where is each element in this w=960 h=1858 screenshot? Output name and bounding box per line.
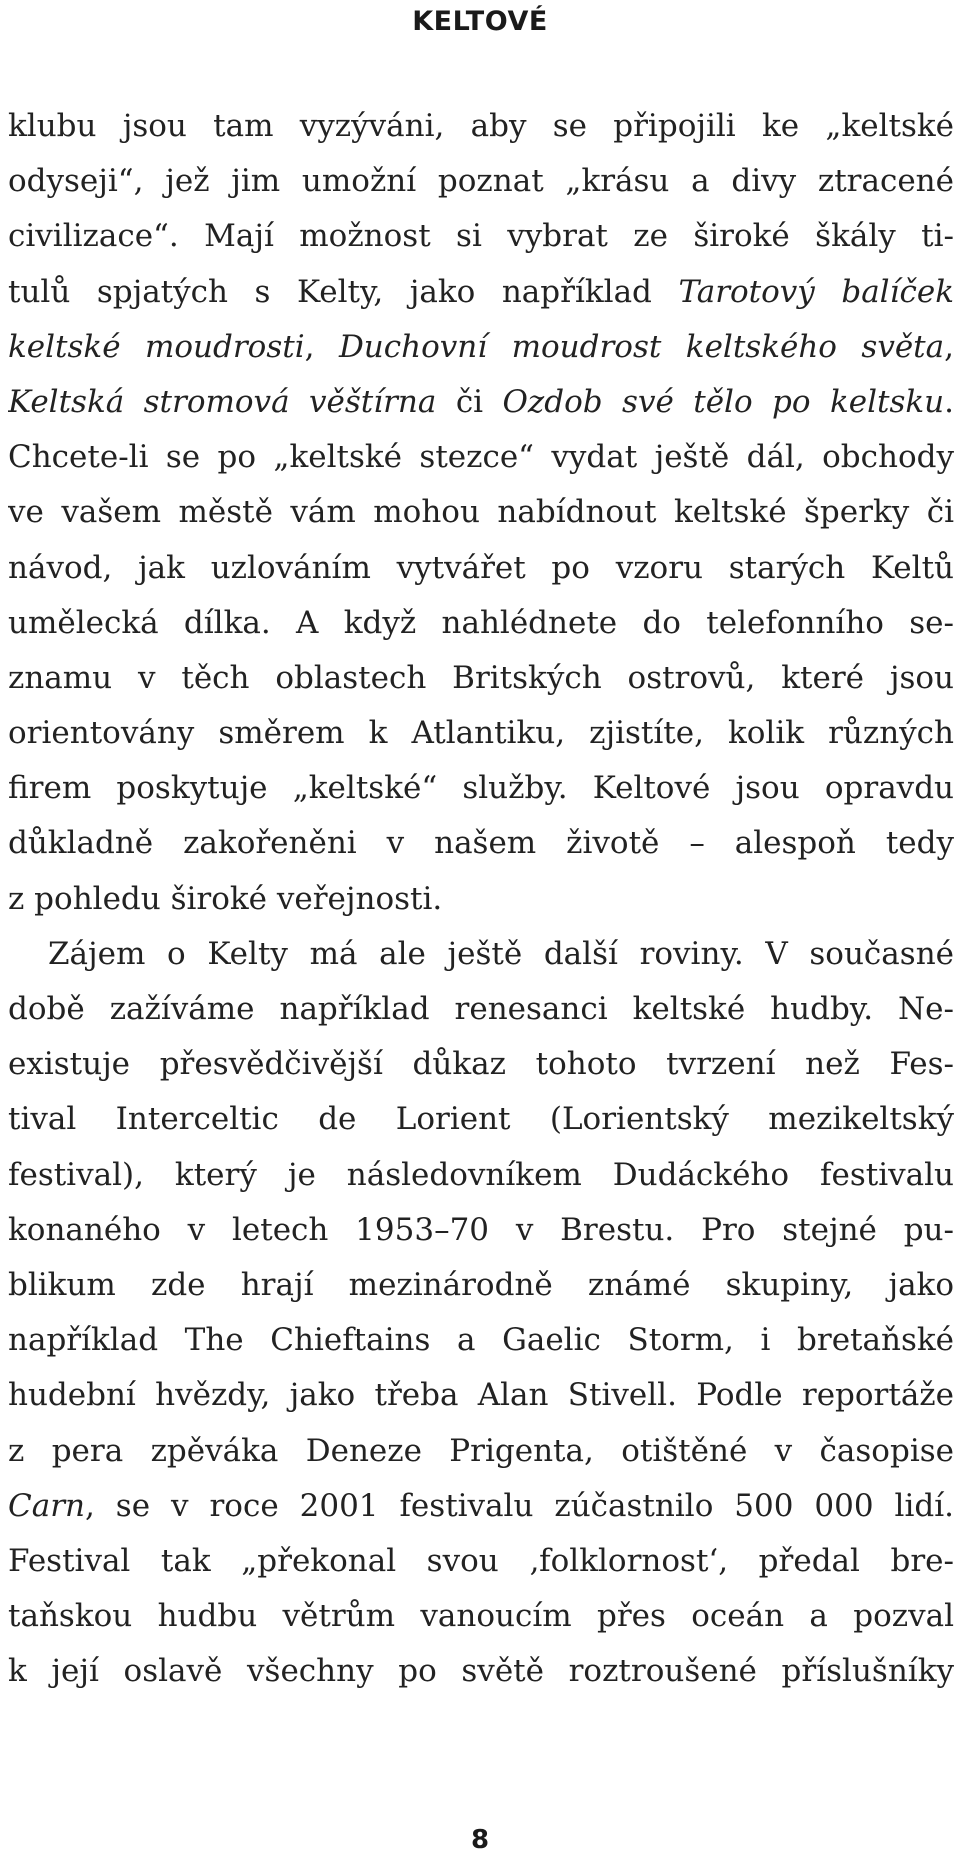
text-line <box>8 1148 954 1203</box>
text-line <box>8 816 954 871</box>
text-line <box>8 1037 954 1092</box>
italic-title: Tarotový balíček <box>678 273 954 310</box>
text-segment: klubu jsou tam vyzýváni, aby se připojili ke „keltské <box>8 108 954 144</box>
page-number: 8 <box>470 1825 490 1855</box>
text-line <box>8 1092 954 1147</box>
text-line <box>8 430 954 485</box>
text-line <box>8 1644 954 1699</box>
text-segment: existuje přesvědčivější důkaz tohoto tvrzení než Fes- <box>8 1046 954 1083</box>
text-segment: Chcete-li se po „keltské stezce“ vydat ještě dál, obchody <box>8 439 954 476</box>
text-line <box>8 1203 954 1258</box>
text-segment: Festival tak „překonal svou ‚folklornost‘, předal bre- <box>8 1542 954 1579</box>
running-header: KELTOVÉ <box>412 6 548 37</box>
text-line <box>8 706 954 761</box>
text-line <box>8 1589 954 1644</box>
text-line <box>8 927 954 982</box>
text-line <box>8 1313 954 1368</box>
text-segment: tulů spjatých s Kelty, jako například <box>8 273 679 310</box>
text-segment: důkladně zakořeněni v našem životě – alespoň tedy <box>8 825 954 862</box>
text-line <box>8 982 954 1037</box>
text-segment: , <box>304 328 339 365</box>
text-line <box>8 872 954 927</box>
text-segment: , se v roce 2001 festivalu zúčastnilo 500 000 lidí. <box>85 1487 954 1524</box>
text-line <box>8 761 954 816</box>
text-line <box>8 1368 954 1423</box>
text-line <box>8 1424 954 1479</box>
text-line <box>8 375 954 430</box>
text-segment: odyseji“, jež jim umožní poznat „krásu a divy ztracené <box>8 163 954 200</box>
text-line <box>8 1534 954 1589</box>
text-line <box>8 541 954 596</box>
text-line <box>8 485 954 540</box>
text-segment: orientovány směrem k Atlantiku, zjistíte, kolik různých <box>8 715 954 752</box>
text-line <box>8 596 954 651</box>
italic-title: Keltská stromová věštírna <box>8 383 437 420</box>
text-segment: konaného v letech 1953–70 v Brestu. Pro stejné pu- <box>8 1211 954 1248</box>
text-line <box>8 209 954 264</box>
text-segment: z pera zpěváka Deneze Prigenta, otištěné v časopise <box>8 1432 954 1469</box>
text-segment: k její oslavě všechny po světě roztroušené příslušníky <box>8 1653 954 1690</box>
italic-title: Ozdob své tělo po keltsku <box>502 383 945 420</box>
italic-title: Duchovní moudrost keltského světa <box>338 328 945 365</box>
text-segment: Zájem o Kelty má ale ještě další roviny. V současné <box>48 935 954 972</box>
text-segment: době zažíváme například renesanci keltské hudby. Ne- <box>8 991 954 1027</box>
text-segment: ve vašem městě vám mohou nabídnout keltské šperky či <box>8 494 954 531</box>
body-text <box>8 99 954 1699</box>
text-line <box>8 99 954 154</box>
text-segment: civilizace“. Mají možnost si vybrat ze široké škály ti- <box>8 218 954 255</box>
italic-title: keltské moudrosti <box>8 328 305 365</box>
text-segment: například The Chieftains a Gaelic Storm, i bretaňské <box>8 1322 954 1359</box>
text-segment: . <box>944 383 954 420</box>
italic-title: Carn <box>8 1487 85 1524</box>
text-segment: tival Interceltic de Lorient (Lorientský mezikeltský <box>8 1101 954 1138</box>
text-segment: firem poskytuje „keltské“ služby. Keltové jsou opravdu <box>8 770 954 807</box>
text-line <box>8 1479 954 1534</box>
text-line <box>8 154 954 209</box>
text-segment: , <box>944 328 954 365</box>
text-segment: návod, jak uzlováním vytvářet po vzoru starých Keltů <box>8 549 954 586</box>
text-segment: z pohledu široké veřejnosti. <box>8 880 443 917</box>
text-segment: znamu v těch oblastech Britských ostrovů, které jsou <box>8 659 954 696</box>
text-line <box>8 1258 954 1313</box>
text-segment: blikum zde hrají mezinárodně známé skupiny, jako <box>8 1266 954 1303</box>
text-line <box>8 265 954 320</box>
text-line <box>8 320 954 375</box>
text-segment: taňskou hudbu větrům vanoucím přes oceán a pozval <box>8 1598 954 1635</box>
text-segment: umělecká dílka. A když nahlédnete do telefonního se- <box>8 604 954 641</box>
text-segment: festival), který je následovníkem Dudáckého festivalu <box>8 1156 954 1193</box>
text-line <box>8 651 954 706</box>
text-segment: či <box>436 383 503 420</box>
text-segment: hudební hvězdy, jako třeba Alan Stivell. Podle reportáže <box>8 1377 954 1414</box>
